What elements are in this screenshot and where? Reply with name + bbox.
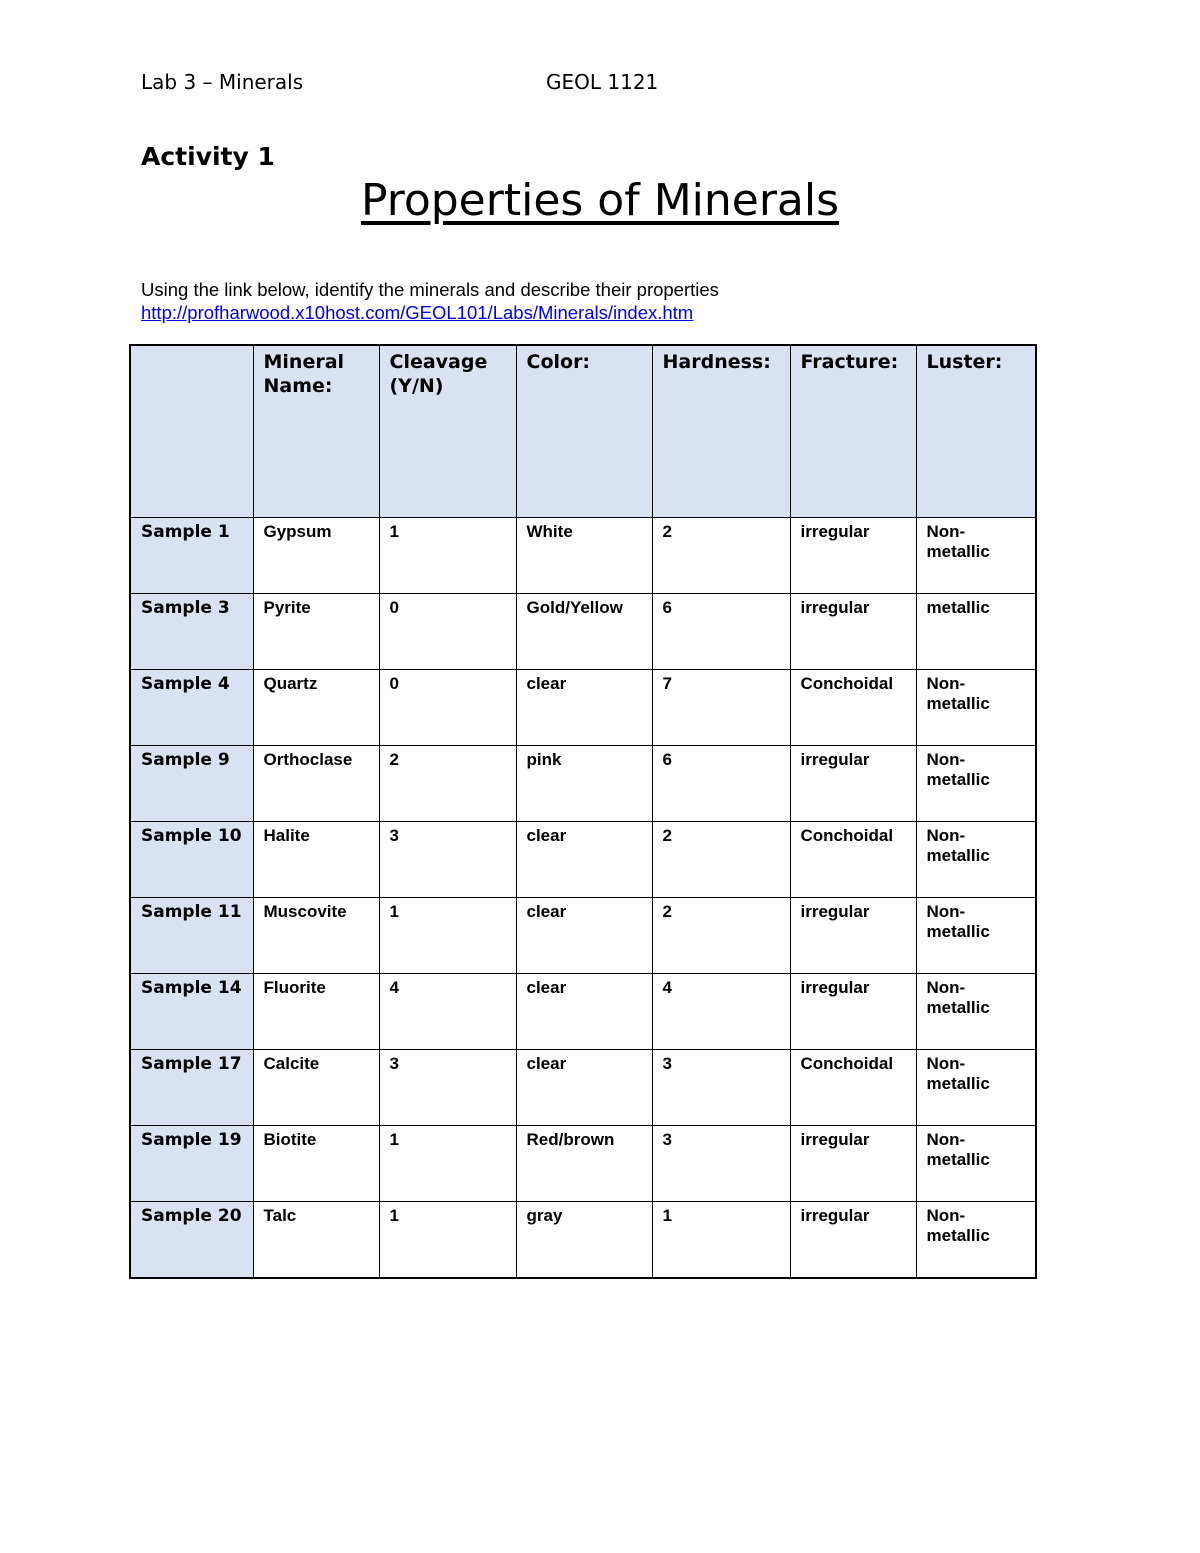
cell-sample: Sample 4 bbox=[130, 670, 253, 746]
cell-mineral-name: Fluorite bbox=[253, 974, 379, 1050]
cell-mineral-name: Muscovite bbox=[253, 898, 379, 974]
cell-fracture: irregular bbox=[790, 974, 916, 1050]
header-luster: Luster: bbox=[916, 345, 1036, 518]
cell-mineral-name: Gypsum bbox=[253, 518, 379, 594]
cell-luster: Non-metallic bbox=[916, 1202, 1036, 1279]
activity-heading: Activity 1 bbox=[141, 142, 275, 171]
table-header-row bbox=[130, 345, 1036, 518]
cell-mineral-name: Halite bbox=[253, 822, 379, 898]
cell-color: White bbox=[516, 518, 652, 594]
cell-sample: Sample 10 bbox=[130, 822, 253, 898]
cell-hardness: 7 bbox=[652, 670, 790, 746]
page-title-text: Properties of Minerals bbox=[360, 175, 840, 226]
cell-cleavage: 1 bbox=[379, 1126, 516, 1202]
cell-fracture: irregular bbox=[790, 1126, 916, 1202]
cell-color: clear bbox=[516, 822, 652, 898]
cell-color: Red/brown bbox=[516, 1126, 652, 1202]
cell-hardness: 2 bbox=[652, 822, 790, 898]
table-row bbox=[130, 1126, 1036, 1202]
cell-color: gray bbox=[516, 1202, 652, 1279]
table-row bbox=[130, 822, 1036, 898]
cell-sample: Sample 9 bbox=[130, 746, 253, 822]
minerals-reference-link[interactable]: http://profharwood.x10host.com/GEOL101/Labs/Minerals/index.htm bbox=[141, 302, 694, 323]
cell-hardness: 6 bbox=[652, 594, 790, 670]
cell-mineral-name: Talc bbox=[253, 1202, 379, 1279]
table-row bbox=[130, 594, 1036, 670]
table-row bbox=[130, 518, 1036, 594]
cell-color: clear bbox=[516, 670, 652, 746]
cell-cleavage: 3 bbox=[379, 822, 516, 898]
cell-luster: Non-metallic bbox=[916, 1050, 1036, 1126]
cell-sample: Sample 17 bbox=[130, 1050, 253, 1126]
cell-color: pink bbox=[516, 746, 652, 822]
cell-fracture: irregular bbox=[790, 1202, 916, 1279]
cell-sample: Sample 3 bbox=[130, 594, 253, 670]
cell-cleavage: 2 bbox=[379, 746, 516, 822]
cell-hardness: 1 bbox=[652, 1202, 790, 1279]
cell-fracture: irregular bbox=[790, 594, 916, 670]
cell-luster: Non-metallic bbox=[916, 822, 1036, 898]
cell-cleavage: 3 bbox=[379, 1050, 516, 1126]
cell-mineral-name: Quartz bbox=[253, 670, 379, 746]
cell-sample: Sample 20 bbox=[130, 1202, 253, 1279]
header-cleavage: Cleavage (Y/N) bbox=[379, 345, 516, 518]
table-row bbox=[130, 1050, 1036, 1126]
header-course-code: GEOL 1121 bbox=[546, 70, 659, 94]
cell-fracture: Conchoidal bbox=[790, 822, 916, 898]
cell-fracture: irregular bbox=[790, 898, 916, 974]
cell-sample: Sample 19 bbox=[130, 1126, 253, 1202]
header-sample bbox=[130, 345, 253, 518]
header-lab-title: Lab 3 – Minerals bbox=[141, 70, 304, 94]
cell-cleavage: 0 bbox=[379, 594, 516, 670]
table-row bbox=[130, 670, 1036, 746]
cell-fracture: irregular bbox=[790, 518, 916, 594]
cell-fracture: Conchoidal bbox=[790, 1050, 916, 1126]
cell-fracture: Conchoidal bbox=[790, 670, 916, 746]
cell-luster: metallic bbox=[916, 594, 1036, 670]
header-fracture: Fracture: bbox=[790, 345, 916, 518]
header-color: Color: bbox=[516, 345, 652, 518]
header-mineral-name: Mineral Name: bbox=[253, 345, 379, 518]
cell-hardness: 2 bbox=[652, 518, 790, 594]
cell-hardness: 4 bbox=[652, 974, 790, 1050]
cell-mineral-name: Calcite bbox=[253, 1050, 379, 1126]
cell-mineral-name: Biotite bbox=[253, 1126, 379, 1202]
cell-sample: Sample 14 bbox=[130, 974, 253, 1050]
cell-sample: Sample 11 bbox=[130, 898, 253, 974]
cell-sample: Sample 1 bbox=[130, 518, 253, 594]
cell-cleavage: 1 bbox=[379, 1202, 516, 1279]
table-row bbox=[130, 1202, 1036, 1279]
cell-luster: Non-metallic bbox=[916, 670, 1036, 746]
cell-color: clear bbox=[516, 898, 652, 974]
minerals-table bbox=[129, 344, 1037, 1279]
cell-hardness: 2 bbox=[652, 898, 790, 974]
cell-cleavage: 0 bbox=[379, 670, 516, 746]
cell-fracture: irregular bbox=[790, 746, 916, 822]
cell-luster: Non-metallic bbox=[916, 898, 1036, 974]
instructions-text: Using the link below, identify the minerals and describe their properties bbox=[141, 279, 719, 300]
cell-color: clear bbox=[516, 1050, 652, 1126]
page-title bbox=[0, 175, 1200, 226]
header-hardness: Hardness: bbox=[652, 345, 790, 518]
cell-luster: Non-metallic bbox=[916, 746, 1036, 822]
cell-luster: Non-metallic bbox=[916, 518, 1036, 594]
cell-color: Gold/Yellow bbox=[516, 594, 652, 670]
table-row bbox=[130, 746, 1036, 822]
cell-luster: Non-metallic bbox=[916, 974, 1036, 1050]
cell-cleavage: 1 bbox=[379, 898, 516, 974]
cell-hardness: 6 bbox=[652, 746, 790, 822]
cell-mineral-name: Orthoclase bbox=[253, 746, 379, 822]
table-row bbox=[130, 898, 1036, 974]
cell-hardness: 3 bbox=[652, 1050, 790, 1126]
cell-cleavage: 4 bbox=[379, 974, 516, 1050]
cell-luster: Non-metallic bbox=[916, 1126, 1036, 1202]
cell-hardness: 3 bbox=[652, 1126, 790, 1202]
cell-mineral-name: Pyrite bbox=[253, 594, 379, 670]
table-row bbox=[130, 974, 1036, 1050]
cell-color: clear bbox=[516, 974, 652, 1050]
cell-cleavage: 1 bbox=[379, 518, 516, 594]
